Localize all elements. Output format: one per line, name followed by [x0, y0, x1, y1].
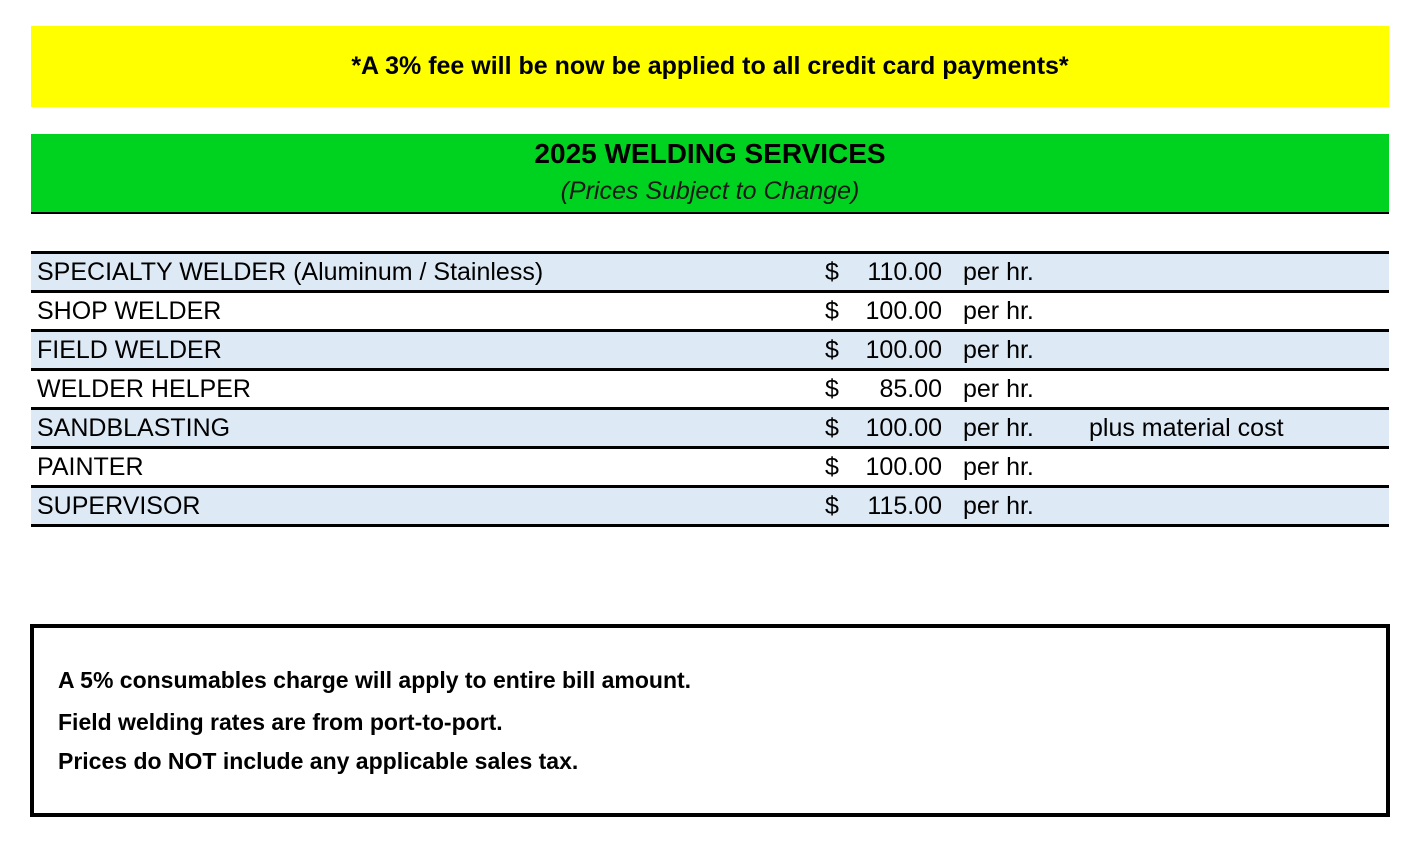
rate-amount: 100.00 [865, 453, 942, 481]
terms-line-consumables: A 5% consumables charge will apply to entire bill amount. [58, 667, 692, 693]
page-title: 2025 WELDING SERVICES [534, 138, 886, 169]
rate-amount: 100.00 [865, 297, 942, 325]
rates-table [31, 251, 1389, 527]
rate-amount: 110.00 [867, 258, 942, 286]
table-row [31, 332, 1389, 371]
table-row [31, 371, 1389, 410]
rate-amount: 100.00 [865, 414, 942, 442]
service-name: WELDER HELPER [37, 375, 251, 403]
page-subtitle: (Prices Subject to Change) [560, 177, 860, 205]
rate-unit: per hr. [963, 297, 1034, 325]
currency-symbol: $ [825, 453, 839, 481]
table-row [31, 410, 1389, 449]
rate-unit: per hr. [963, 258, 1034, 286]
service-name: FIELD WELDER [37, 336, 222, 364]
terms-box [30, 624, 1390, 817]
credit-card-fee-text: *A 3% fee will be now be applied to all credit card payments* [351, 52, 1069, 80]
currency-symbol: $ [825, 297, 839, 325]
table-row [31, 293, 1389, 332]
rate-unit: per hr. [963, 492, 1034, 520]
terms-line-sales-tax: Prices do NOT include any applicable sales tax. [58, 748, 579, 774]
rate-amount: 100.00 [865, 336, 942, 364]
terms-line-field-rates: Field welding rates are from port-to-port. [58, 709, 503, 735]
table-row [31, 488, 1389, 527]
rate-unit: per hr. [963, 414, 1034, 442]
rate-note: plus material cost [1089, 414, 1284, 442]
credit-card-fee-notice [31, 26, 1389, 107]
rate-amount: 85.00 [879, 375, 942, 403]
service-name: SUPERVISOR [37, 492, 201, 520]
service-name: SHOP WELDER [37, 297, 222, 325]
currency-symbol: $ [825, 414, 839, 442]
rate-amount: 115.00 [867, 492, 942, 520]
currency-symbol: $ [825, 492, 839, 520]
service-name: SPECIALTY WELDER (Aluminum / Stainless) [37, 258, 544, 286]
currency-symbol: $ [825, 336, 839, 364]
table-row [31, 449, 1389, 488]
price-list-header [31, 134, 1389, 214]
service-name: PAINTER [37, 453, 144, 481]
currency-symbol: $ [825, 258, 839, 286]
service-name: SANDBLASTING [37, 414, 231, 442]
rate-unit: per hr. [963, 375, 1034, 403]
rate-unit: per hr. [963, 453, 1034, 481]
currency-symbol: $ [825, 375, 839, 403]
table-row [31, 254, 1389, 293]
rate-unit: per hr. [963, 336, 1034, 364]
